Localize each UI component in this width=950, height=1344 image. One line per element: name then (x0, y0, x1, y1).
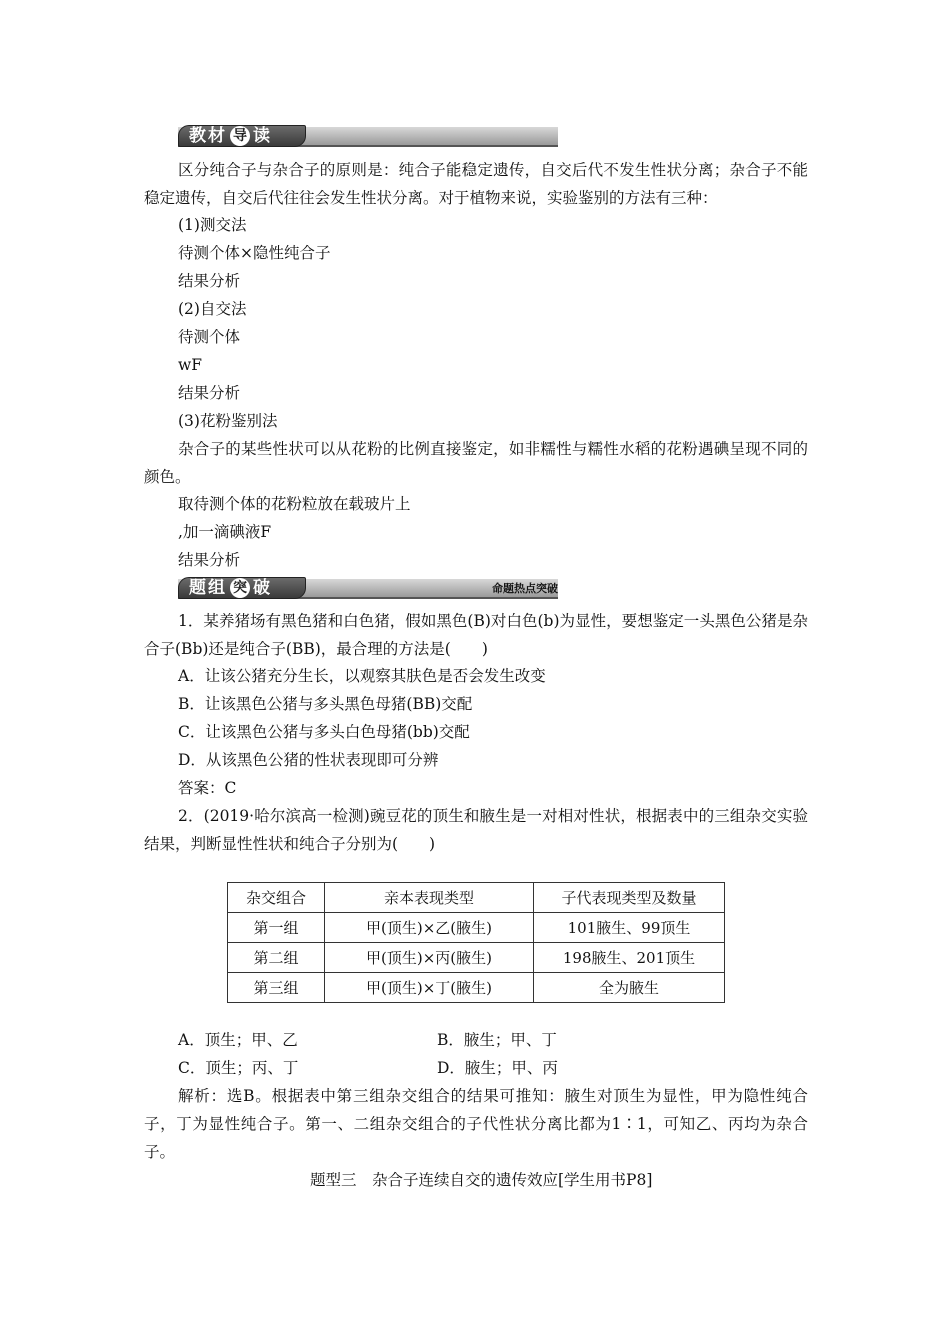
banner-title-text-end: 读 (253, 126, 272, 146)
question2-stem: 2．(2019·哈尔滨高一检测)豌豆花的顶生和腋生是一对相对性状，根据表中的三组杂交实验结果，判断显性性状和纯合子分别为( ) (144, 807, 808, 853)
table-cell: 198腋生、201顶生 (534, 943, 725, 973)
method2-line3: 结果分析 (178, 384, 241, 402)
question1-option-b: B．让该黑色公猪与多头黑色母猪(BB)交配 (178, 695, 473, 713)
table-cell: 第一组 (228, 913, 325, 943)
table-header: 杂交组合 (228, 883, 325, 913)
banner-title-highlight: 突 (230, 578, 250, 598)
question2-option-d: D．腋生；甲、丙 (437, 1059, 558, 1077)
question2-option-a: A．顶生；甲、乙 (178, 1031, 298, 1049)
table-cell: 第二组 (228, 943, 325, 973)
method1-title: (1)测交法 (178, 216, 247, 234)
banner-title (178, 125, 306, 147)
method1-line2: 结果分析 (178, 272, 241, 290)
question2-option-b: B．腋生；甲、丁 (437, 1031, 557, 1049)
table-row (228, 973, 725, 1003)
section-heading-type3: 题型三 杂合子连续自交的遗传效应[学生用书P8] (310, 1171, 653, 1189)
method3-description: 杂合子的某些性状可以从花粉的比例直接鉴定，如非糯性与糯性水稻的花粉遇碘呈现不同的颜色。 (144, 440, 808, 486)
table-header: 子代表现类型及数量 (534, 883, 725, 913)
table-cell: 第三组 (228, 973, 325, 1003)
method3-line2: ,加一滴碘液F (178, 523, 272, 541)
method2-line2: wF (178, 356, 203, 374)
table-cell: 甲(顶生)×丙(腋生) (325, 943, 534, 973)
guide-intro: 区分纯合子与杂合子的原则是：纯合子能稳定遗传，自交后代不发生性状分离；杂合子不能稳定遗传，自交后代往往会发生性状分离。对于植物来说，实验鉴别的方法有三种： (144, 161, 808, 207)
cross-results-table (227, 882, 725, 1003)
method1-line1: 待测个体×隐性纯合子 (178, 244, 331, 262)
method3-line1: 取待测个体的花粉粒放在载玻片上 (178, 495, 411, 513)
method2-line1: 待测个体 (178, 328, 241, 346)
table-cell: 甲(顶生)×乙(腋生) (325, 913, 534, 943)
banner-tag: 命题热点突破 (492, 582, 558, 595)
banner-title-text: 题组 (189, 578, 227, 598)
method2-title: (2)自交法 (178, 300, 247, 318)
section-banner-problem-groups (178, 577, 558, 599)
section-banner-textbook-guide (178, 125, 558, 147)
method3-title: (3)花粉鉴别法 (178, 412, 278, 430)
banner-title (178, 577, 306, 599)
table-row (228, 943, 725, 973)
table-cell: 全为腋生 (534, 973, 725, 1003)
banner-title-text: 教材 (189, 126, 227, 146)
banner-title-highlight: 导 (230, 126, 250, 146)
banner-title-text-end: 破 (253, 578, 272, 598)
table-row (228, 913, 725, 943)
question1-option-d: D．从该黑色公猪的性状表现即可分辨 (178, 751, 439, 769)
question1-stem: 1．某养猪场有黑色猪和白色猪，假如黑色(B)对白色(b)为显性，要想鉴定一头黑色公猪是杂合子(Bb)还是纯合子(BB)，最合理的方法是( ) (144, 612, 808, 658)
question1-option-a: A．让该公猪充分生长，以观察其肤色是否会发生改变 (178, 667, 546, 685)
method3-line3: 结果分析 (178, 551, 241, 569)
question1-option-c: C．让该黑色公猪与多头白色母猪(bb)交配 (178, 723, 470, 741)
table-header-row (228, 883, 725, 913)
table-header: 亲本表现类型 (325, 883, 534, 913)
question2-option-c: C．顶生；丙、丁 (178, 1059, 299, 1077)
question1-answer: 答案：C (178, 779, 237, 797)
table-cell: 甲(顶生)×丁(腋生) (325, 973, 534, 1003)
table-cell: 101腋生、99顶生 (534, 913, 725, 943)
question2-analysis: 解析：选B。根据表中第三组杂交组合的结果可推知：腋生对顶生为显性，甲为隐性纯合子，丁为显性纯合子。第一、二组杂交组合的子代性状分离比都为1∶1，可知乙、丙均为杂合子。 (144, 1087, 808, 1161)
